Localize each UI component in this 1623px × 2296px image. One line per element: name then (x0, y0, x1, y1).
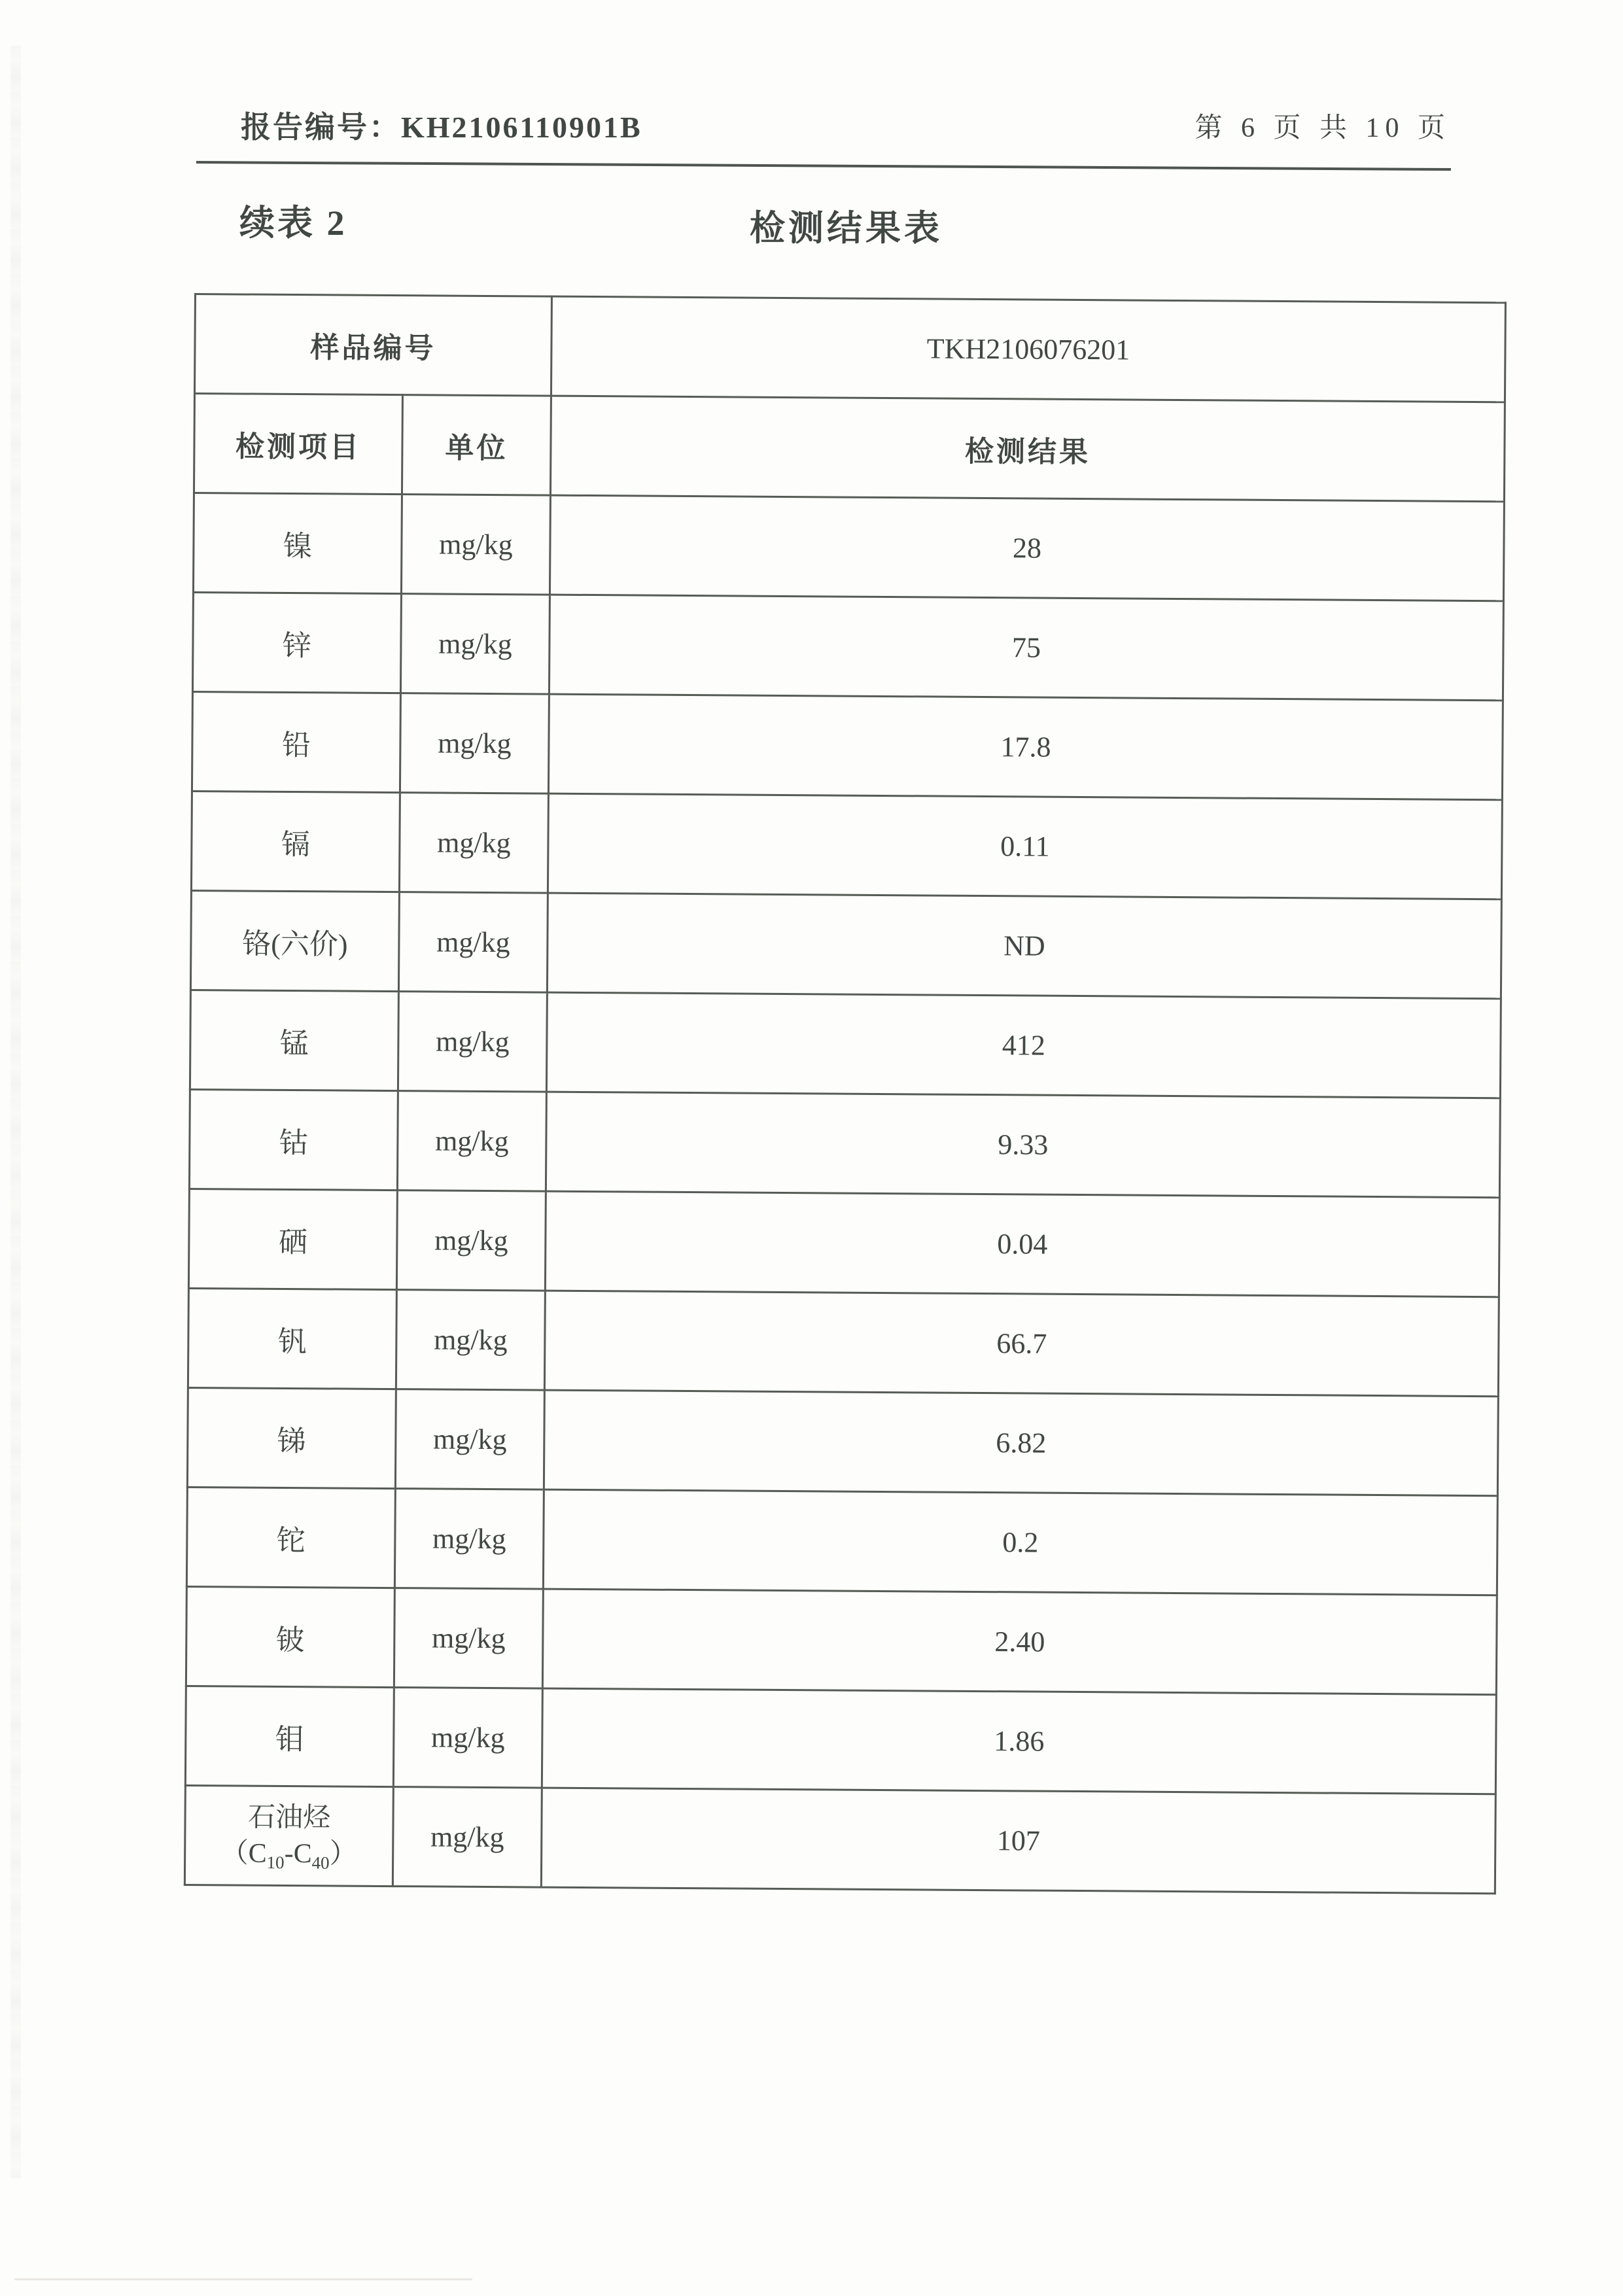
analyte-name: 铬(六价) (190, 890, 399, 991)
analyte-name-line1: 石油烃 (247, 1802, 331, 1834)
table-row (188, 1189, 1499, 1296)
sample-id-label: 样品编号 (194, 294, 551, 396)
result-cell: 28 (550, 495, 1504, 601)
result-cell: ND (547, 893, 1501, 999)
result-cell: 0.04 (545, 1191, 1499, 1297)
col-header-item: 检测项目 (194, 394, 402, 495)
sample-id-value: TKH2106076201 (551, 296, 1505, 402)
table-row (186, 1586, 1497, 1694)
analyte-name: 锰 (190, 990, 398, 1090)
unit-cell: mg/kg (394, 1489, 544, 1590)
unit-cell: mg/kg (399, 793, 548, 894)
analyte-name: 钒 (188, 1288, 396, 1389)
report-number: 报告编号：KH2106110901B (241, 111, 642, 144)
sample-id-row (194, 294, 1505, 402)
unit-cell: mg/kg (393, 1787, 542, 1888)
table-title: 检测结果表 (750, 209, 943, 248)
table-row (191, 791, 1502, 899)
subtable-label: 续表 2 (239, 203, 347, 243)
unit-cell: mg/kg (398, 892, 548, 993)
table-row (190, 890, 1501, 998)
table-row (189, 1089, 1500, 1197)
result-cell: 412 (546, 992, 1501, 1098)
petroleum-hydrocarbon-label (186, 1800, 393, 1872)
unit-cell: mg/kg (401, 495, 550, 595)
result-cell: 66.7 (544, 1291, 1499, 1397)
unit-cell: mg/kg (394, 1588, 543, 1689)
column-header-row (194, 394, 1505, 502)
table-row (190, 990, 1501, 1098)
analyte-name: 镉 (191, 791, 400, 892)
scan-bottom-artifact (14, 2278, 472, 2280)
unit-cell: mg/kg (396, 1290, 545, 1391)
analyte-name: 钼 (185, 1686, 394, 1786)
unit-cell: mg/kg (393, 1688, 542, 1788)
page-indicator: 第 6 页 共 10 页 (1195, 113, 1451, 143)
result-cell: 1.86 (542, 1688, 1496, 1794)
col-header-result: 检测结果 (550, 396, 1505, 502)
col-header-unit: 单位 (402, 395, 551, 496)
result-cell: 6.82 (544, 1390, 1498, 1496)
result-cell: 2.40 (542, 1589, 1497, 1695)
analyte-name: 锑 (187, 1387, 396, 1488)
result-cell: 0.2 (543, 1489, 1497, 1595)
results-table (184, 293, 1505, 1894)
analyte-name (184, 1785, 393, 1886)
unit-cell: mg/kg (398, 992, 547, 1092)
table-row (193, 493, 1504, 601)
result-cell: 9.33 (546, 1092, 1500, 1198)
analyte-name: 锌 (192, 592, 401, 693)
table-row (186, 1487, 1497, 1595)
analyte-name: 铍 (186, 1586, 394, 1687)
analyte-name: 铅 (192, 691, 400, 792)
table-row (187, 1387, 1498, 1495)
unit-cell: mg/kg (395, 1389, 544, 1490)
result-cell: 107 (541, 1788, 1495, 1894)
unit-cell: mg/kg (396, 1191, 546, 1291)
result-cell: 0.11 (548, 793, 1502, 899)
analyte-name: 钴 (189, 1089, 398, 1190)
unit-cell: mg/kg (400, 594, 550, 695)
analyte-name: 镍 (193, 493, 402, 594)
unit-cell: mg/kg (397, 1091, 546, 1192)
result-cell: 75 (549, 595, 1503, 701)
table-row (188, 1288, 1499, 1396)
unit-cell: mg/kg (400, 693, 549, 794)
analyte-name-line2: $(C_{10}-C_{40})$ (220, 1837, 357, 1873)
analyte-name: 硒 (188, 1189, 397, 1289)
header-divider (196, 161, 1451, 171)
table-row (184, 1785, 1495, 1893)
analyte-name: 铊 (186, 1487, 395, 1588)
table-row (192, 592, 1503, 700)
scan-edge-artifact (10, 46, 21, 2178)
result-cell: 17.8 (548, 694, 1503, 800)
table-row (192, 691, 1503, 799)
table-row (185, 1686, 1496, 1794)
